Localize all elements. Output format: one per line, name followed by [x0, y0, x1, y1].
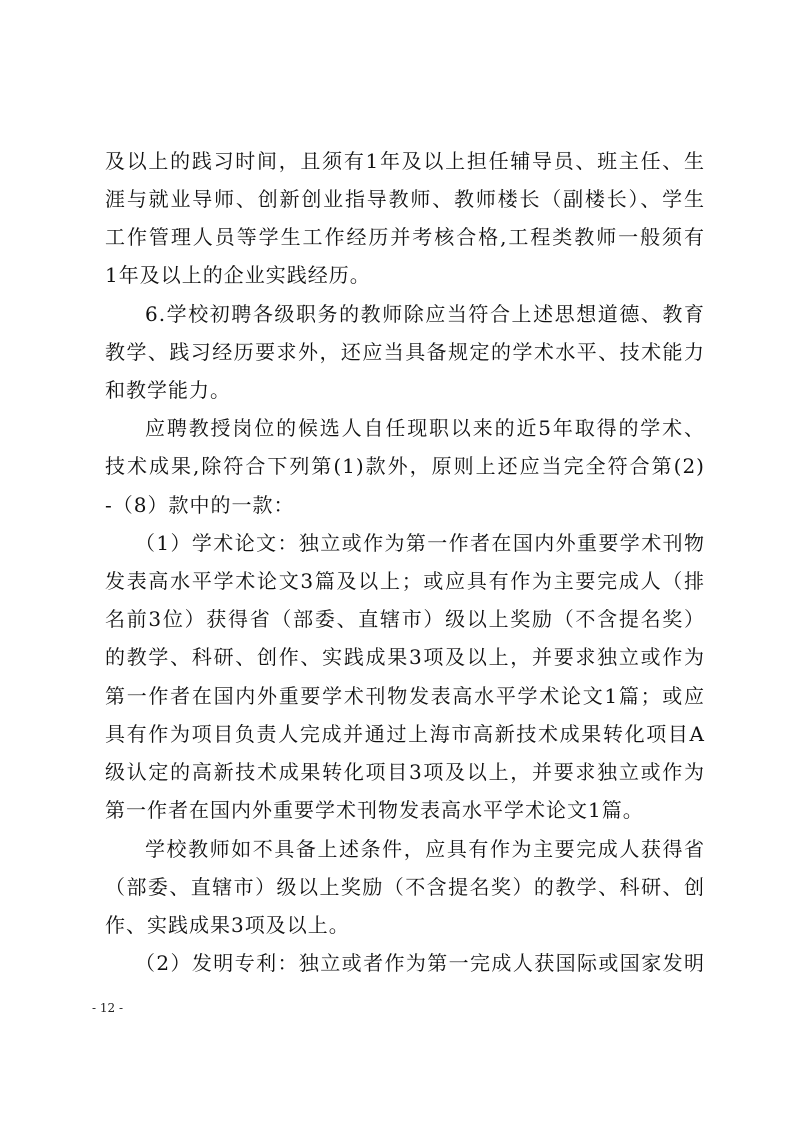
paragraph-start-line: 应聘教授岗位的候选人自任现职以来的近5年取得的学术、 — [145, 416, 705, 440]
text-line: 涯与就业导师、创新创业指导教师、教师楼长（副楼长）、学生 — [105, 187, 705, 211]
text-line: 名前3位）获得省（部委、直辖市）级以上奖励（不含提名奖） — [105, 607, 705, 631]
text-line: -（8）款中的一款： — [105, 493, 295, 517]
text-line: 教学、践习经历要求外，还应当具备规定的学术水平、技术能力 — [105, 340, 705, 364]
paragraph-start-line: 6.学校初聘各级职务的教师除应当符合上述思想道德、教育 — [145, 302, 705, 326]
text-line: 级认定的高新技术成果转化项目3项及以上，并要求独立或作为 — [105, 760, 705, 784]
text-line: 具有作为项目负责人完成并通过上海市高新技术成果转化项目A — [105, 722, 705, 746]
text-line: 技术成果,除符合下列第(1)款外，原则上还应当完全符合第(2) — [105, 454, 705, 478]
text-line: 及以上的践习时间，且须有1年及以上担任辅导员、班主任、生 — [105, 149, 705, 173]
text-line: 1年及以上的企业实践经历。 — [105, 263, 371, 287]
text-line: （部委、直辖市）级以上奖励（不含提名奖）的教学、科研、创 — [105, 875, 705, 899]
paragraph-start-line: （1）学术论文：独立或作为第一作者在国内外重要学术刊物 — [135, 531, 705, 555]
text-line: 工作管理人员等学生工作经历并考核合格,工程类教师一般须有 — [105, 225, 705, 249]
paragraph-start-line: （2）发明专利：独立或者作为第一完成人获国际或国家发明 — [135, 951, 705, 975]
page-number: - 12 - — [92, 1001, 124, 1015]
text-line: 第一作者在国内外重要学术刊物发表高水平学术论文1篇。 — [105, 798, 644, 822]
paragraph-start-line: 学校教师如不具备上述条件，应具有作为主要完成人获得省 — [145, 837, 705, 861]
text-line: 第一作者在国内外重要学术刊物发表高水平学术论文1篇；或应 — [105, 684, 705, 708]
text-line: 和教学能力。 — [105, 378, 231, 402]
text-line: 发表高水平学术论文3篇及以上；或应具有作为主要完成人（排 — [105, 569, 705, 593]
text-line: 的教学、科研、创作、实践成果3项及以上，并要求独立或作为 — [105, 645, 705, 669]
text-line: 作、实践成果3项及以上。 — [105, 913, 350, 937]
